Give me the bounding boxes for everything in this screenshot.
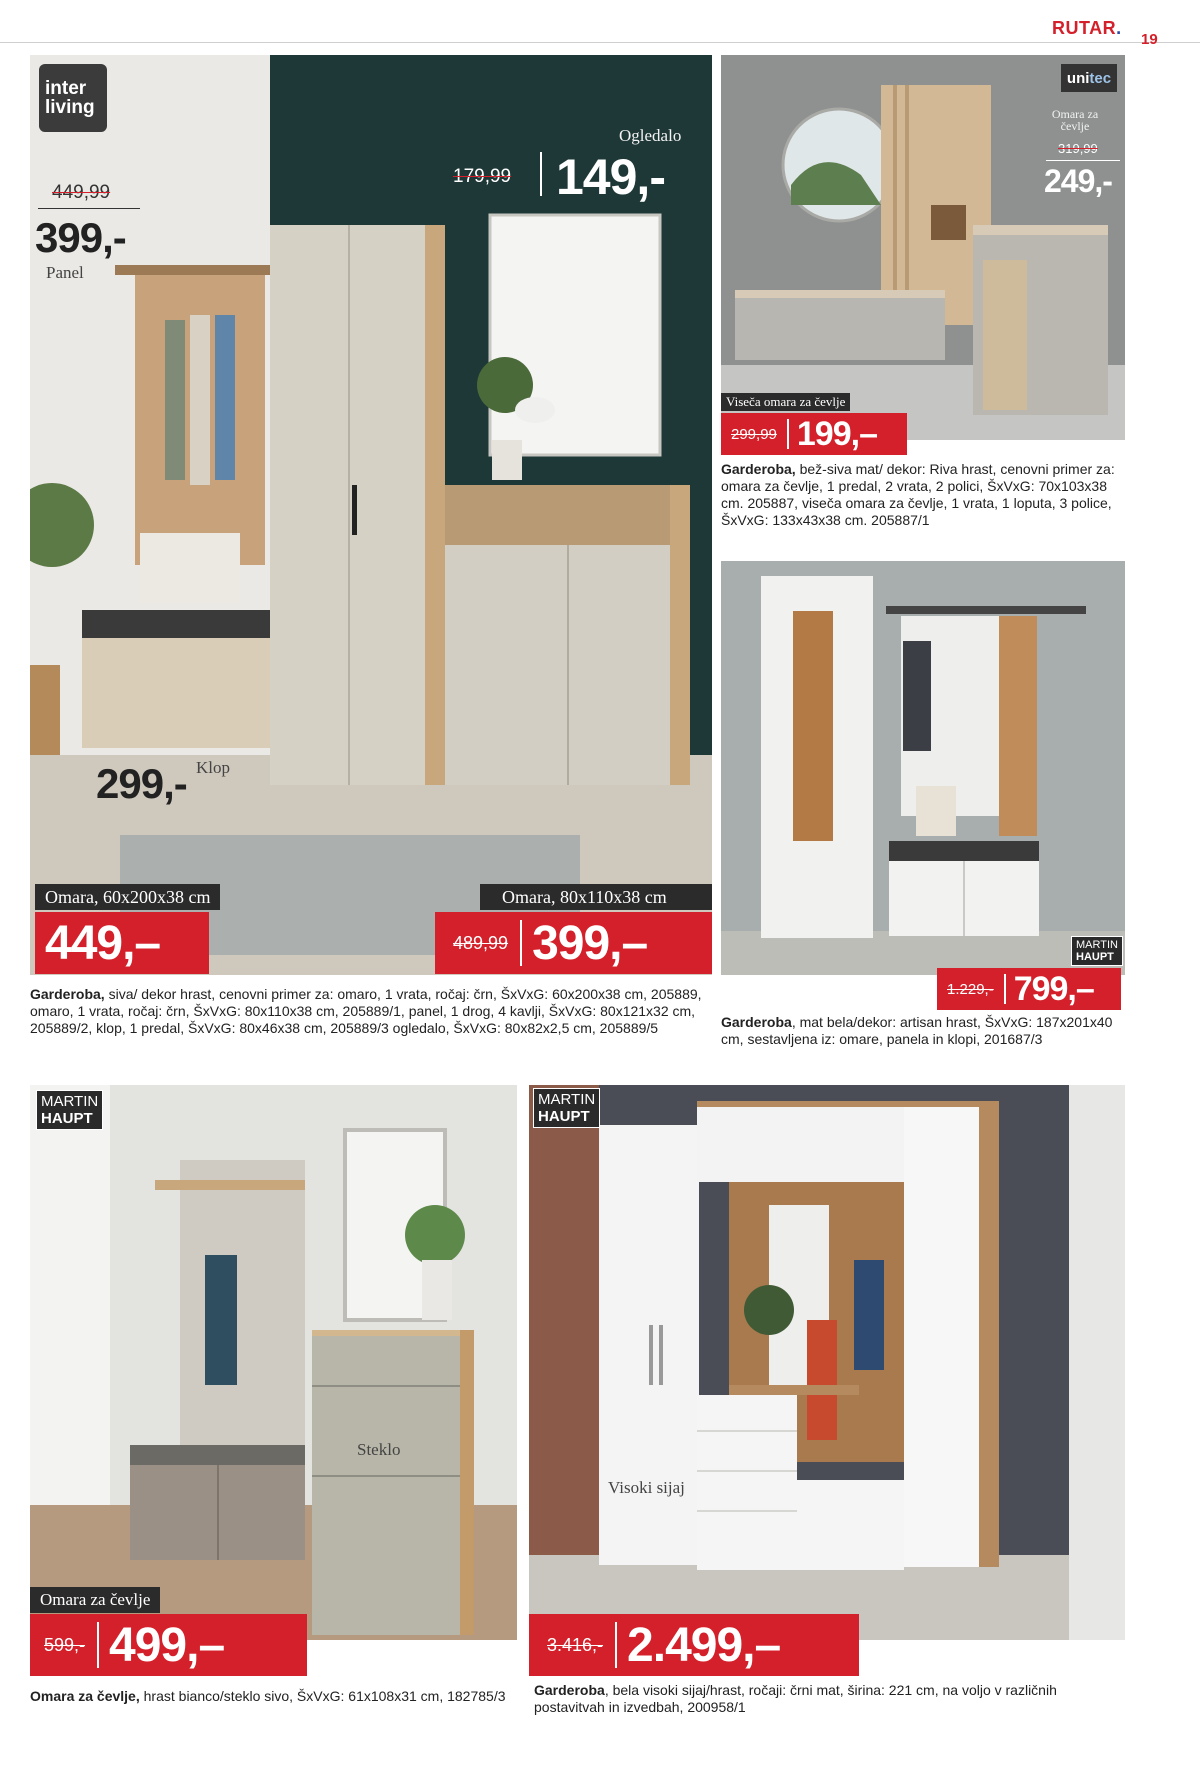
gloss-description-title: Garderoba [534,1682,605,1698]
gloss-description [534,1682,1124,1716]
white-price: 799,– [1013,969,1094,1008]
hanging-price: 199,– [796,414,877,453]
shoe-cabinet-label: Omara za čevlje [30,1587,160,1613]
page-number: 19 [1141,31,1158,48]
high-gloss-illustration [529,1085,1125,1640]
interliving-logo: inter living [39,64,107,132]
white-description [721,1014,1125,1048]
wardrobe2-old-price: 489,99 [453,932,509,953]
unitec-description-text: bež-siva mat/ dekor: Riva hrast, cenovni primer za: omara za čevlje, 1 predal, 2 vrata, 2 polici, ŠxVxG: 70x103x38 cm. 205887, viseča omara za čevlje, 1 vrata, 1 loputa, 3 police, ŠxVxG: 133x43x38 cm. 205887/1 [721,461,1115,528]
main-description-title: Garderoba, [30,986,105,1002]
mirror-price: 149,- [556,149,665,205]
panel-price: 399,- [35,214,126,261]
martin-haupt-logo: MARTIN HAUPT [1071,936,1123,966]
wardrobe2-label: Omara, 80x110x38 cm [480,884,712,910]
white-old-price: 1.229,- [947,980,994,998]
price-separator [1004,974,1006,1004]
shoe-description-text: hrast bianco/steklo sivo, ŠxVxG: 61x108x31 cm, 182785/3 [139,1688,506,1704]
unitec-shoe-cabinet-name: Omara za čevlje [1051,107,1099,133]
white-description-title: Garderoba [721,1014,792,1030]
shoe-price: 499,– [109,1618,225,1672]
shoe-cabinet-illustration [30,1085,517,1640]
unitec-shoe-cabinet-old-price: 319,99 [1058,141,1098,156]
wardrobe1-label: Omara, 60x200x38 cm [35,884,220,910]
shoe-old-price: 599,- [44,1634,86,1655]
gloss-price: 2.499,– [627,1618,781,1672]
mirror-name: Ogledalo [619,126,682,145]
white-price-box [937,968,1121,1010]
bench-name: Klop [196,758,230,777]
photo-shoe-cabinet [30,1085,517,1640]
main-description-text: siva/ dekor hrast, cenovni primer za: omaro, 1 vrata, ročaj: črn, ŠxVxG: 60x200x38 cm, 205889, omaro, 1 vrata, ročaj: črn, ŠxVxG: 80x110x38 cm, 205889/1, panel, 1 drog, 4 kavlji, ŠxVxG: 80x121x32 cm, 205889/2, klop, 1 predal, ŠxVxG: 80x46x38 cm, 205889/3 ogledalo, ŠxVxG: 80x82x2,5 cm, 205889/5 [30,986,702,1036]
bench-price: 299,- [96,760,187,807]
price-separator [520,920,522,966]
wardrobe2-price-box [435,912,712,974]
hanging-old-price: 299,99 [731,425,777,443]
wardrobe2-price: 399,– [532,916,648,970]
wardrobe1-price-box [35,912,209,974]
unitec-price-underline [1046,160,1120,161]
shoe-description [30,1688,517,1705]
shoe-price-box [30,1614,307,1676]
main-description [30,986,712,1037]
white-description-text: , mat bela/dekor: artisan hrast, ŠxVxG: 187x201x40 cm, sestavljena iz: omare, panela in klopi, 201687/3 [721,1014,1113,1047]
mirror-price-separator [540,152,542,196]
panel-old-price: 449,99 [52,182,111,203]
unitec-description [721,461,1125,529]
unitec-shoe-cabinet-price: 249,- [1044,163,1112,199]
photo-high-gloss-hallway [529,1085,1125,1640]
price-separator [787,419,789,449]
photo-white-hallway [721,561,1125,975]
unitec-description-title: Garderoba, [721,461,796,477]
wardrobe1-price: 449,– [45,916,161,970]
panel-name: Panel [46,263,84,282]
martin-haupt-logo: MARTIN HAUPT [533,1088,600,1128]
gloss-price-box [529,1614,859,1676]
header-divider [0,42,1200,43]
panel-price-underline [38,208,140,209]
gloss-old-price: 3.416,- [547,1634,604,1655]
brand-logo: RUTAR. [1052,18,1122,38]
martin-haupt-logo: MARTIN HAUPT [36,1090,103,1130]
white-hallway-illustration [721,561,1125,975]
shoe-glass-label: Steklo [357,1440,401,1459]
hanging-cabinet-label: Viseča omara za čevlje [721,393,850,411]
gloss-description-text: , bela visoki sijaj/hrast, ročaji: črni mat, širina: 221 cm, na voljo v različnih postavitvah in izvedbah, 200958/1 [534,1682,1057,1715]
mirror-old-price: 179,99 [453,166,512,187]
hanging-price-box [721,413,907,455]
shoe-description-title: Omara za čevlje, [30,1688,140,1704]
gloss-label: Visoki sijaj [608,1478,685,1497]
price-separator [615,1622,617,1668]
unitec-logo: uni tec [1061,64,1117,92]
price-separator [97,1622,99,1668]
